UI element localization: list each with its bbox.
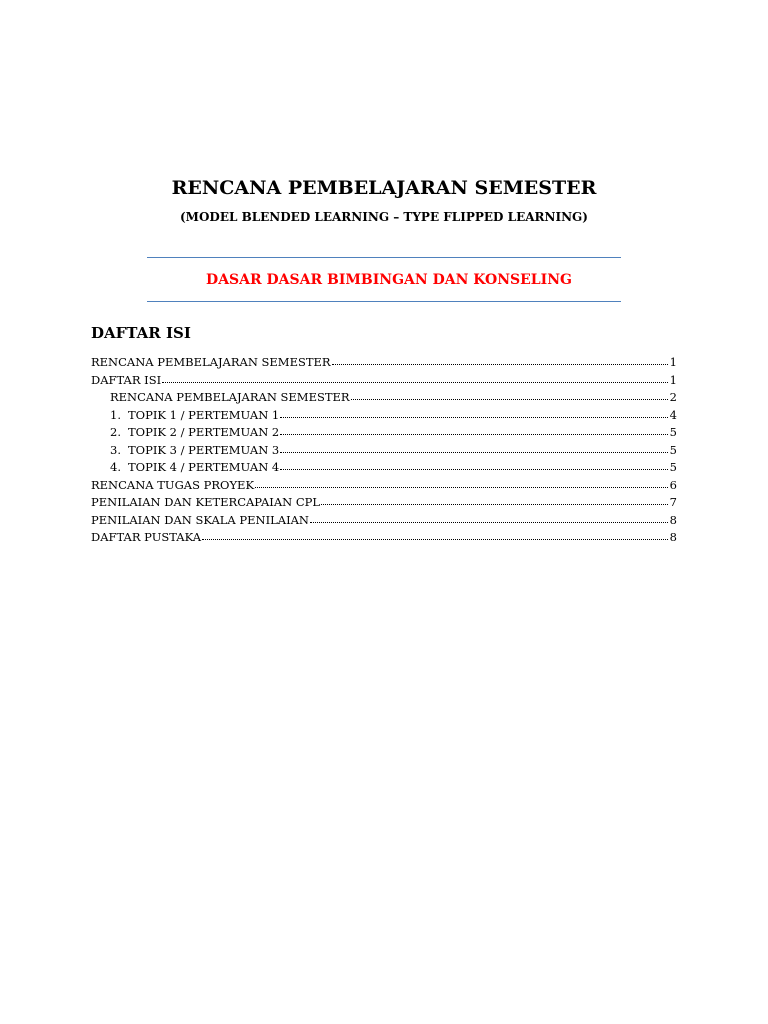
toc-entry-text: TOPIK 2 / PERTEMUAN 2 xyxy=(128,425,280,439)
toc-entry-page: 1 xyxy=(669,372,677,387)
toc-entry-page: 8 xyxy=(669,530,677,544)
toc-entry-number: 4. xyxy=(110,460,121,474)
toc-leader-dots xyxy=(351,398,668,400)
document-title: RENCANA PEMBELAJARAN SEMESTER xyxy=(171,177,597,199)
toc-entry-text: RENCANA PEMBELAJARAN SEMESTER xyxy=(110,390,350,404)
divider-top xyxy=(147,257,621,258)
toc-leader-dots xyxy=(280,451,667,453)
toc-leader-dots xyxy=(332,363,668,365)
toc-entry-number: 3. xyxy=(110,442,121,457)
toc-entry-text: DAFTAR PUSTAKA xyxy=(91,530,202,544)
toc-leader-dots xyxy=(162,381,668,383)
toc-entry-text: PENILAIAN DAN KETERCAPAIAN CPL xyxy=(91,495,321,509)
toc-leader-dots xyxy=(280,468,667,470)
toc-entry-text: PENILAIAN DAN SKALA PENILAIAN xyxy=(91,512,309,527)
toc-leader-dots xyxy=(321,503,668,505)
toc-entry-page: 1 xyxy=(669,355,677,369)
toc-entry-number: 2. xyxy=(110,425,121,439)
toc-entry-tugas-proyek[interactable] xyxy=(91,477,677,495)
toc-entry-text: RENCANA TUGAS PROYEK xyxy=(91,477,255,492)
toc-entry-number: 1. xyxy=(110,407,121,422)
toc-entry-page: 6 xyxy=(669,477,677,492)
table-of-contents xyxy=(91,354,677,547)
toc-leader-dots xyxy=(255,486,668,488)
toc-entry-text: TOPIK 3 / PERTEMUAN 3 xyxy=(128,442,280,457)
toc-entry-rps-section[interactable] xyxy=(91,389,677,407)
toc-entry-ketercapaian-cpl[interactable] xyxy=(91,494,677,512)
toc-entry-topik-1[interactable] xyxy=(91,407,677,425)
toc-entry-text: TOPIK 1 / PERTEMUAN 1 xyxy=(128,407,280,422)
toc-entry-skala-penilaian[interactable] xyxy=(91,512,677,530)
toc-entry-text: TOPIK 4 / PERTEMUAN 4 xyxy=(128,460,280,474)
toc-entry-topik-2[interactable] xyxy=(91,424,677,442)
toc-leader-dots xyxy=(280,416,667,418)
document-subtitle: (MODEL BLENDED LEARNING – TYPE FLIPPED LEARNING) xyxy=(180,210,588,224)
toc-entry-page: 4 xyxy=(669,407,677,422)
toc-entry-page: 5 xyxy=(669,460,677,474)
toc-entry-rps[interactable] xyxy=(91,354,677,372)
divider-bottom xyxy=(147,301,621,302)
toc-entry-page: 5 xyxy=(669,442,677,457)
toc-entry-text: RENCANA PEMBELAJARAN SEMESTER xyxy=(91,355,331,369)
toc-entry-daftar-pustaka[interactable] xyxy=(91,529,677,547)
toc-leader-dots xyxy=(280,433,667,435)
toc-entry-text: DAFTAR ISI xyxy=(91,372,162,387)
toc-entry-topik-3[interactable] xyxy=(91,442,677,460)
toc-heading: DAFTAR ISI xyxy=(91,324,191,342)
toc-entry-page: 8 xyxy=(669,512,677,527)
course-name: DASAR DASAR BIMBINGAN DAN KONSELING xyxy=(206,272,572,288)
toc-entry-daftar-isi[interactable] xyxy=(91,372,677,390)
toc-entry-topik-4[interactable] xyxy=(91,459,677,477)
toc-leader-dots xyxy=(310,521,668,523)
toc-entry-page: 5 xyxy=(669,425,677,439)
toc-entry-page: 2 xyxy=(669,390,677,404)
toc-leader-dots xyxy=(202,538,668,540)
toc-entry-page: 7 xyxy=(669,495,677,509)
